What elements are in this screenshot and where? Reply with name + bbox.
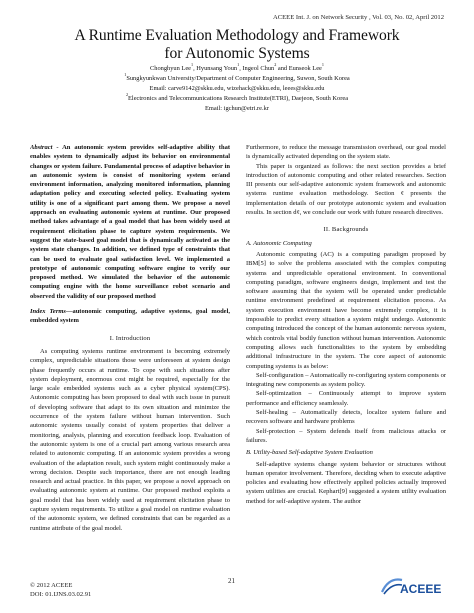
author-4: and Eunseok Lee <box>276 65 322 72</box>
affiliation-1-text: Sungkyunkwan University/Department of Computer Engineering, Suwon, South Korea <box>126 75 350 83</box>
running-head: ACEEE Int. J. on Network Security , Vol. 03, No. 02, April 2012 <box>272 14 444 21</box>
affiliation-2 <box>0 94 474 104</box>
author-4-affil-mark: 1 <box>321 62 324 67</box>
affiliation-1 <box>0 74 474 84</box>
copyright: © 2012 ACEEE <box>30 582 73 589</box>
paper-title <box>0 27 474 62</box>
section-heading-introduction: I. Introduction <box>109 334 151 342</box>
abstract-text: - An autonomic system provides self-adaptive ability that enables system to dynamically adjust its behavior on environmental changes or system failure. Fundamental process of adaptive behavior in an autonomic system is consist of monitoring system or/and environment information, analyzing monitored information, planning adaptation policy and executing selected policy. Evaluating system utility is one of a significant part among them. We propose a novel approach on evaluating autonomic system at runtime. Our proposed method takes advantage of a goal model that has been widely used at requirement elicitation phase to capture system requirements. We suggest the state-based goal model that is dynamically activated as the system state changes. In addition, we defined type of constraints that can be used to evaluate goal satisfaction level. We implemented a prototype of autonomic computing software engine to verify our proposed method. We simulated the behavior of the autonomic computing engine with the home surveillance robot scenario and observed the validity of our proposed method <box>30 144 230 300</box>
subsection-heading-autonomic-computing: A. Autonomic Computing <box>246 239 312 247</box>
author-3: , Ingeol Chun <box>239 65 275 72</box>
left-column <box>30 143 230 578</box>
affiliation-1-mark: 1 <box>124 72 127 78</box>
intro-paragraph: As computing systems runtime environment is becoming extremely complex, unpredictable situations those were unforeseen at system design phase frequently occurs at runtime. To cope with such situations after system deployment, enormous cost might be required, especially for the large scale embedded systems such as a cyber physical system(CPS). Autonomic computing has been proposed to deal with such issue in pursuit of developing software that adapt to its own situation and minimize the occurrence of the system failure without human intervention. Such autonomic systems usually consist of system properties that deliver a monitoring, analysis, planning and execution feedback loop. Evaluation of the autonomic system is one of a crucial part among various research area related to autonomic computing. If an autonomic system provides a wrong evaluation of the adaptation result, such system might continuously make a wrong decision. Despite such importance, there are not enough leading research and actual practice. In this paper, we propose a novel approach on evaluating autonomic system at runtime. Our proposed method exploits a goal model that has been widely used at requirement elicitation phase to capture system requirements. To utilize a goal model on runtime evaluation of the autonomic system, we defined constraints that can be regarded as a runtime attribute of the goal model. <box>30 347 230 532</box>
logo-text: ACEEE <box>400 582 442 596</box>
abstract-label: Abstract <box>30 144 53 151</box>
author-2: , Hyunsang Youn <box>193 65 238 72</box>
list-item: Self-optimization – Continuously attempt to improve system performance and efficiency seamlessly. <box>246 390 446 407</box>
author-3-affil-mark: 2 <box>274 62 277 67</box>
list-item: Self-healing – Automatically detects, localize system failure and recovers software and hardware problems <box>246 409 446 426</box>
utility-evaluation-paragraph: Self-adaptive systems change system behavior or structures without human operator involvement. Therefore, deciding when to execute adaptive policies and evaluating how effectively applied policies actually improved system utilities are crucial. Kephart[9] suggested a system utility evaluation method for self-adaptive system. The author <box>246 460 446 505</box>
footer <box>30 581 91 599</box>
index-terms-text: —autonomic computing, adaptive systems, goal model, embedded system <box>30 308 230 325</box>
aceee-logo <box>380 575 450 597</box>
right-column <box>246 143 446 583</box>
doi: DOI: 01.IJNS.03.02.91 <box>30 591 92 598</box>
index-terms <box>30 307 230 326</box>
email-2: Email: igchun@etri.re.kr <box>205 105 269 113</box>
abstract <box>30 143 230 301</box>
affiliation-2-text: Electronics and Telecommunications Research Institute(ETRI), Daejeon, South Korea <box>128 95 349 103</box>
list-item: Self-configuration – Automatically re-configuring system components or integrating new components as system policy. <box>246 371 446 389</box>
author-1: Chonghyun Lee <box>150 65 191 72</box>
title-line-2: for Autonomic Systems <box>164 44 310 62</box>
autonomic-computing-paragraph: Autonomic computing (AC) is a computing paradigm proposed by IBM[5] to solve the problems associated with the complex computing systems and unpredictable operational environment. In conventional computing paradigm, software engineers design, implement and test the software assuming that the system will be operated under predictable runtime environment predefined at requirement elicitation process. As system execution environment have become extremely complex, it is impossible to predict every situation a system might undergo. Autonomic computing introduced the concept of the human autonomic nervous system, which controls vital bodily function without human intervention. Autonomic computing allows such functionalities to the system by embedding additional infrastructure in the system. The core aspect of autonomic computing systems is as below: <box>246 250 446 370</box>
title-line-1: A Runtime Evaluation Methodology and Framework <box>74 27 400 44</box>
page-number: 21 <box>228 577 235 585</box>
index-terms-label: Index Terms <box>30 308 66 316</box>
organization-paragraph: This paper is organized as follows: the next section provides a brief introduction of autonomic computing and other related researches. Section III presents our self-adaptive autonomic system framework and autonomic systems runtime evaluation methodology. Section ¢ presents the implementation details of our prototype autonomic system and evaluation results. In section d¢, we conclude our work with future research directives. <box>246 162 446 217</box>
author-1-affil-mark: 1 <box>191 62 194 67</box>
email-1: Email: carve9142@skku.edu, wizehack@skku.edu, leees@skku.edu <box>149 85 325 93</box>
subsection-heading-utility-evaluation: B. Utility-based Self-adaptive System Evaluation <box>246 449 373 457</box>
author-block <box>0 64 474 114</box>
author-2-affil-mark: 1 <box>237 62 240 67</box>
continued-paragraph: Furthermore, to reduce the message transmission overhead, our goal model is dynamically activated depending on the system state. <box>246 144 446 161</box>
list-item: Self-protection – System defends itself from malicious attacks or failures. <box>246 427 446 444</box>
affiliation-2-mark: 2 <box>125 92 129 98</box>
author-list <box>0 64 474 74</box>
section-heading-backgrounds: II. Backgrounds <box>323 226 369 234</box>
